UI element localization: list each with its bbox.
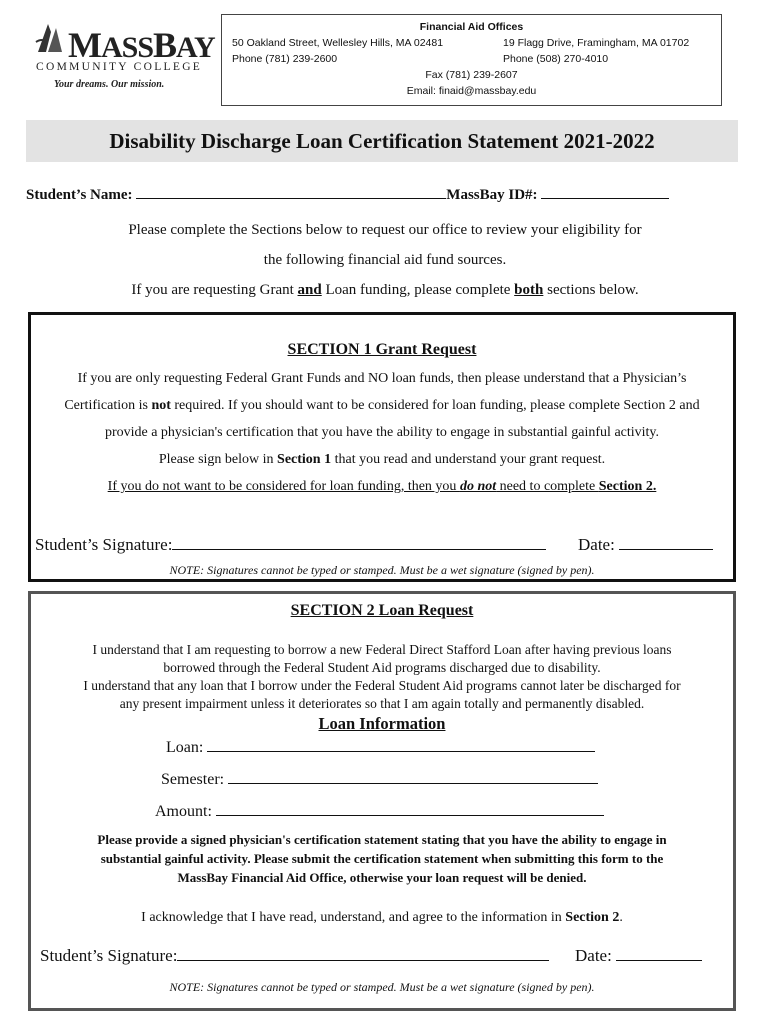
section-2-para-2: borrowed through the Federal Student Aid programs discharged due to disability. [163,660,601,675]
section-1-date-label: Date: [578,535,615,554]
loan-information-title: Loan Information [318,714,446,733]
document-title: Disability Discharge Loan Certification Statement 2021-2022 [26,120,738,162]
student-info-line [26,184,669,204]
intro-line-3: If you are requesting Grant and Loan funding, please complete both sections below. [131,282,639,298]
loan-field[interactable] [207,737,595,752]
logo-flame-icon [34,20,68,54]
section-1-para-4: Please sign below in Section 1 that you read and understand your grant request. [158,452,606,467]
offices-title: Financial Aid Offices [419,21,524,33]
email-address: Email: finaid@massbay.edu [406,85,537,97]
section-2-acknowledgement: I acknowledge that I have read, understand, and agree to the information in Section 2. [141,910,623,925]
section-2-date-label: Date: [575,946,612,965]
logo-wordmark: MASSBAY [68,25,215,65]
framingham-phone: Phone (508) 270-4010 [503,53,609,65]
section-1-grant-request [28,312,736,582]
student-name-label: Student’s Name: [26,187,133,203]
section-1-signature-row [35,535,546,555]
intro-line-2: the following financial aid fund sources. [263,252,507,268]
section-2-date-row [575,946,702,966]
section-2-signature-row [40,946,549,966]
physician-cert-line-3: MassBay Financial Aid Office, otherwise your loan request will be denied. [177,870,587,885]
section-1-note: NOTE: Signatures cannot be typed or stamped. Must be a wet signature (signed by pen). [169,563,595,577]
amount-row [155,801,604,821]
section-2-note: NOTE: Signatures cannot be typed or stamped. Must be a wet signature (signed by pen). [169,980,595,994]
massbay-id-field[interactable] [541,184,669,199]
wellesley-phone: Phone (781) 239-2600 [232,53,338,65]
semester-field[interactable] [228,769,598,784]
fax-number: Fax (781) 239-2607 [425,69,518,81]
section-1-para-5: If you do not want to be considered for loan funding, then you do not need to complete Section 2. [107,479,657,494]
financial-aid-offices-box [221,14,722,106]
logo-subtitle: COMMUNITY COLLEGE [36,61,203,73]
section-1-para-3: provide a physician's certification that you have the ability to engage in substantial gainful activity. [104,425,660,440]
wellesley-address: 50 Oakland Street, Wellesley Hills, MA 02481 [232,37,444,49]
section-2-para-1: I understand that I am requesting to borrow a new Federal Direct Stafford Loan after having previous loans [92,642,672,657]
massbay-id-label: MassBay ID#: [446,187,538,203]
intro-line-1: Please complete the Sections below to request our office to review your eligibility for [128,222,642,238]
physician-cert-line-2: substantial gainful activity. Please submit the certification statement when submitting this form to the [100,851,664,866]
section-2-loan-request [28,591,736,1011]
section-1-date-field[interactable] [619,535,713,550]
section-2-date-field[interactable] [616,946,702,961]
framingham-address: 19 Flagg Drive, Framingham, MA 01702 [503,37,690,49]
loan-label: Loan: [166,739,204,756]
section-1-signature-field[interactable] [172,535,546,550]
massbay-logo [30,14,215,94]
section-2-para-3: I understand that any loan that I borrow under the Federal Student Aid programs cannot later be discharged for [83,678,681,693]
section-1-signature-label: Student’s Signature: [35,535,173,554]
amount-label: Amount: [155,803,212,820]
section-1-para-1: If you are only requesting Federal Grant Funds and NO loan funds, then please understand that a Physician’s [77,371,687,386]
section-2-para-4: any present impairment unless it deteriorates so that I am again totally and permanently disabled. [119,696,645,711]
section-2-title: SECTION 2 Loan Request [290,602,474,619]
section-2-signature-field[interactable] [177,946,549,961]
section-1-para-2: Certification is not required. If you should want to be considered for loan funding, please complete Section 2 and [64,398,700,413]
section-1-title: SECTION 1 Grant Request [287,341,477,358]
loan-row [166,737,595,757]
section-2-signature-label: Student’s Signature: [40,946,178,965]
semester-label: Semester: [161,771,225,788]
student-name-field[interactable] [136,184,446,199]
amount-field[interactable] [216,801,604,816]
semester-row [161,769,598,789]
logo-tagline: Your dreams. Our mission. [54,79,165,90]
section-1-date-row [578,535,713,555]
physician-cert-line-1: Please provide a signed physician's certification statement stating that you have the ability to engage in [97,832,667,847]
